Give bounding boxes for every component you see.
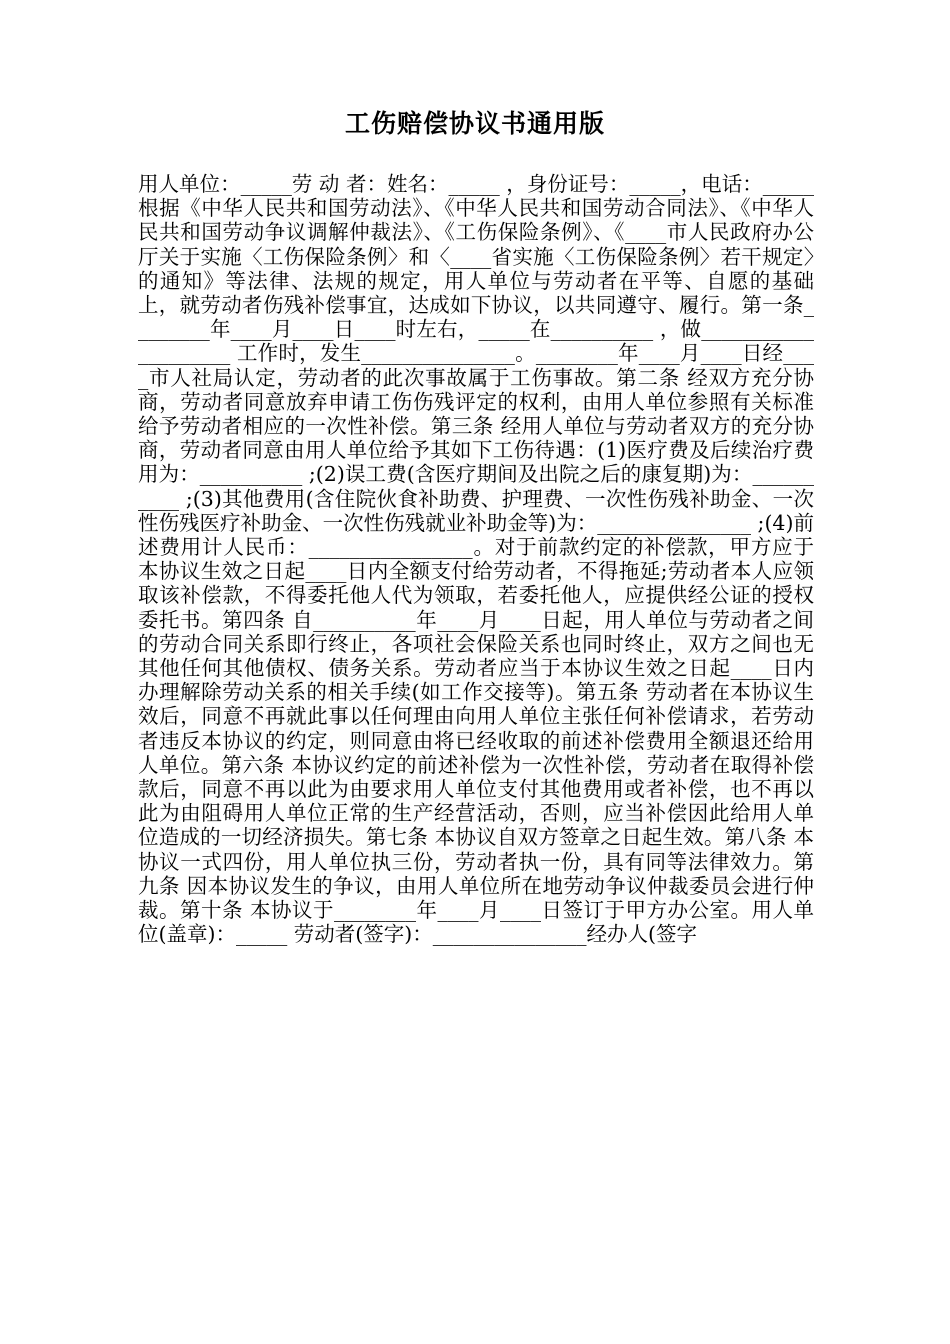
document-body-text: 用人单位：_____劳 动 者：姓名：_____ ，身份证号：_____，电话：_____ 根据《中华人民共和国劳动法》、《中华人民共和国劳动合同法》、《中华人民共和国劳动争议调解仲裁法》、《工伤保险条例》、《____市人民政府办公厅关于实施〈工伤保险条例〉和〈____省实施〈工伤保险条例〉若干规定〉的通知》等法律、法规的规定，用人单位与劳动者在平等、自愿的基础上，就劳动者伤残补偿事宜，达成如下协议，以共同遵守、履行。第一条________年____月____日____时左右，_____在__________ ，做____________________ 工作时，发生_______________。________年____月____日经____市人社局认定，劳动者的此次事故属于工伤事故。第二条 经双方充分协商，劳动者同意放弃申请工伤伤残评定的权利，由用人单位参照有关标准给予劳动者相应的一次性补偿。第三条 经用人单位与劳动者双方的充分协商，劳动者同意由用人单位给予其如下工伤待遇：(1)医疗费及后续治疗费用为：__________ ;(2)误工费(含医疗期间及出院之后的康复期)为：__________ ;(3)其他费用(含住院伙食补助费、护理费、一次性伤残补助金、一次性伤残医疗补助金、一次性伤残就业补助金等)为：_______________ ;(4)前述费用计人民币：________________。对于前款约定的补偿款，甲方应于本协议生效之日起____日内全额支付给劳动者，不得拖延;劳动者本人应领取该补偿款，不得委托他人代为领取，若委托他人，应提供经公证的授权委托书。第四条 自__________年____月____日起，用人单位与劳动者之间的劳动合同关系即行终止，各项社会保险关系也同时终止，双方之间也无其他任何其他债权、债务关系。劳动者应当于本协议生效之日起____日内办理解除劳动关系的相关手续(如工作交接等)。第五条 劳动者在本协议生效后，同意不再就此事以任何理由向用人单位主张任何补偿请求，若劳动者违反本协议的约定，则同意由将已经收取的前述补偿费用全额退还给用人单位。第六条 本协议约定的前述补偿为一次性补偿，劳动者在取得补偿款后，同意不再以此为由要求用人单位支付其他费用或者补偿，也不再以此为由阻碍用人单位正常的生产经营活动，否则，应当补偿因此给用人单位造成的一切经济损失。第七条 本协议自双方签章之日起生效。第八条 本协议一式四份，用人单位执三份，劳动者执一份，具有同等法律效力。第九条 因本协议发生的争议，由用人单位所在地劳动争议仲裁委员会进行仲裁。第十条 本协议于________年____月____日签订于甲方办公室。用人单位(盖章)：_____ 劳动者(签字)：_______________经办人(签字 bbox=[138, 172, 814, 947]
document-title: 工伤赔偿协议书通用版 bbox=[344, 109, 605, 138]
